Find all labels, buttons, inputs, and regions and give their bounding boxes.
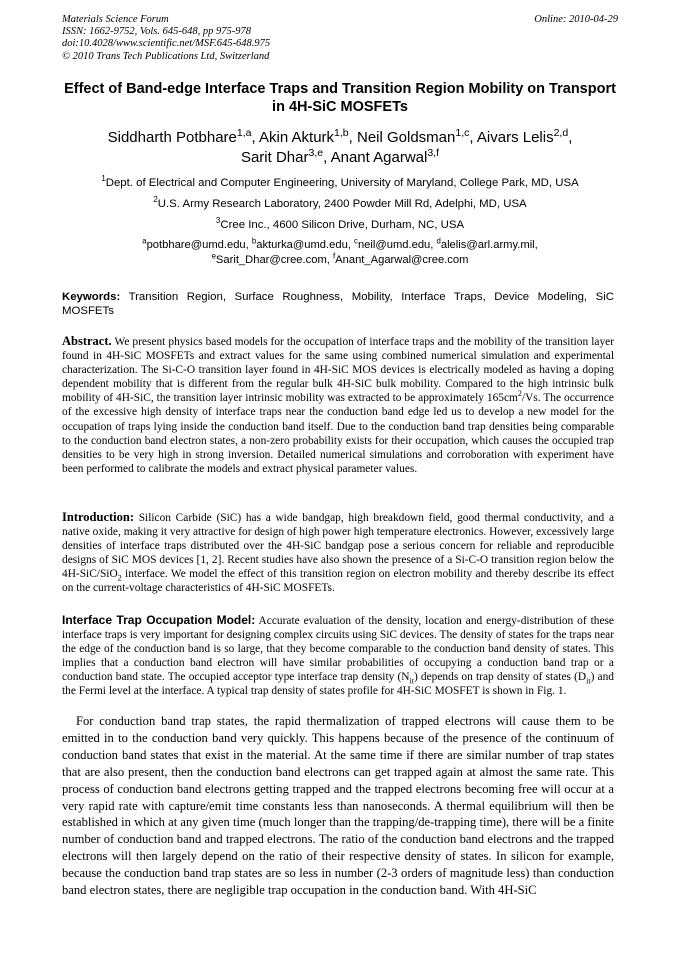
trap-model-paragraph: Interface Trap Occupation Model: Accurate evaluation of the density, location and energy-distribution of these interface traps is very important for designing complex circuits using SiC devices. The density of states for the traps near the edge of the conduction band is so large, that they become comparable to the conduction band density of states. This implies that a conduction band electron will have similar probabilities of occupying a conduction band trap or a conduction band state. The occupied acceptor type interface trap density $(N_{it})$ depends on trap density of states $(D_{it})$ and the Fermi level at the interface. A typical trap density of states profile for 4H-SiC MOSFET is shown in Fig. 1.: [62, 613, 614, 698]
author-list: [62, 128, 618, 168]
keywords-label: Keywords:: [62, 291, 121, 303]
journal-header: [62, 14, 618, 63]
online-date: Online: 2010-04-29: [534, 14, 618, 25]
affiliation: $^2$U.S. Army Research Laboratory, 2400 Powder Mill Rd, Adelphi, MD, USA: [153, 195, 527, 210]
author: Aivars Lelis$^{2,d}$,: [476, 127, 573, 146]
introduction-label: Introduction:: [62, 510, 135, 524]
author: Sarit Dhar$^{3,e}$,: [240, 147, 331, 166]
journal-name: Materials Science Forum: [62, 14, 169, 25]
email-list: [62, 238, 618, 268]
author: Anant Agarwal$^{3,f}$: [330, 147, 440, 166]
author: Siddharth Potbhare$^{1,a}$,: [107, 127, 259, 146]
introduction-paragraph: Introduction: Silicon Carbide (SiC) has a wide bandgap, high breakdown field, good thermal conductivity, and a native oxide, making it very attractive for design of high power high temperature electronics. However, excessively large densities of interface traps distributed over the 4H-SiC bandgap pose a serious concern for reliable and reproducible designs of SiC MOS devices [1, 2]. Recent studies have also shown the presence of a Si-C-O transition region below the 4H-SiC/SiO$_2$ interface. We model the effect of this transition region on electron mobility and thereby describe its effect on the current-voltage characteristics of 4H-SiC MOSFETs.: [62, 510, 614, 595]
email: $^c$neil@umd.edu,: [354, 236, 437, 251]
affiliation: $^1$Dept. of Electrical and Computer Engineering, University of Maryland, College Park, MD, USA: [101, 174, 579, 189]
email: $^d$alelis@arl.army.mil,: [436, 236, 538, 251]
paper-title: Effect of Band-edge Interface Traps and Transition Region Mobility on Transport in 4H-SiC MOSFETs: [64, 81, 616, 115]
email: $^a$potbhare@umd.edu,: [142, 236, 252, 251]
author: Akin Akturk$^{1,b}$,: [259, 127, 357, 146]
abstract-paragraph: Abstract. We present physics based models for the occupation of interface traps and the mobility of the transition layer found in 4H-SiC MOSFETs and extract values for the same using combined numerical simulation and experimental characterization. The Si-C-O transition layer found in 4H-SiC MOS devices is electrically modeled as having a doping dependent mobility that is different from the regular bulk 4H-SiC bulk mobility. Compared to the high intrinsic bulk mobility of 4H-SiC, the transition layer intrinsic mobility was extracted to be approximately $165cm^2/Vs$. The occurrence of the excessive high density of interface traps near the conduction band edge led us to develop a new model for the occupation of traps lying inside the conduction band itself. Due to the conduction band trap densities being comparable to the conduction band electron states, a non-zero probability exists for their occupation, which causes the occupied trap densities to be very high in strong inversion. Detailed numerical simulations and corroboration with experiment have been performed to calibrate the models and extract physical parameter values.: [62, 334, 614, 475]
email: $^e$Sarit_Dhar@cree.com,: [211, 251, 333, 266]
trap-model-label: Interface Trap Occupation Model:: [62, 613, 256, 627]
email: $^f$Anant_Agarwal@cree.com: [332, 251, 469, 266]
body-paragraph: For conduction band trap states, the rapid thermalization of trapped electrons will cause them to be emitted in to the conduction band very quickly. This happens because of the presence of the continuum of conduction band states that exist in the material. At the same time if there are similar number of trap states that are also present, then the conduction band electrons can get trapped again at almost the same rate. This process of conduction band electrons getting trapped and the trapped electrons becoming free will occur at a very rapid rate with capture/emit time constants less than nanoseconds. A thermal equilibrium will then be established in which at any given time (much longer than the trapping/de-trapping time), there will be a finite number of conduction band and trapped electrons. The ratio of the conduction band electrons and the trapped electrons will then largely depend on the ratio of their respective density of states. In silicon for example, because the conduction band trap states are so less in number (2-3 orders of magnitude less) than conduction band electron states, there are negligible trap occupation in the conduction band. With 4H-SiC: [62, 714, 614, 898]
keywords: Keywords: Transition Region, Surface Roughness, Mobility, Interface Traps, Device Modeling, SiC MOSFETs: [62, 291, 614, 317]
abstract-label: Abstract.: [62, 334, 112, 348]
copyright-line: © 2010 Trans Tech Publications Ltd, Switzerland: [62, 50, 270, 62]
issn-line: ISSN: 1662-9752, Vols. 645-648, pp 975-978: [62, 26, 251, 38]
affiliation: $^3$Cree Inc., 4600 Silicon Drive, Durham, NC, USA: [215, 216, 465, 231]
author: Neil Goldsman$^{1,c}$,: [356, 127, 477, 146]
doi-line: doi:10.4028/www.scientific.net/MSF.645-648.975: [62, 38, 271, 50]
email: $^b$akturka@umd.edu,: [251, 236, 355, 251]
